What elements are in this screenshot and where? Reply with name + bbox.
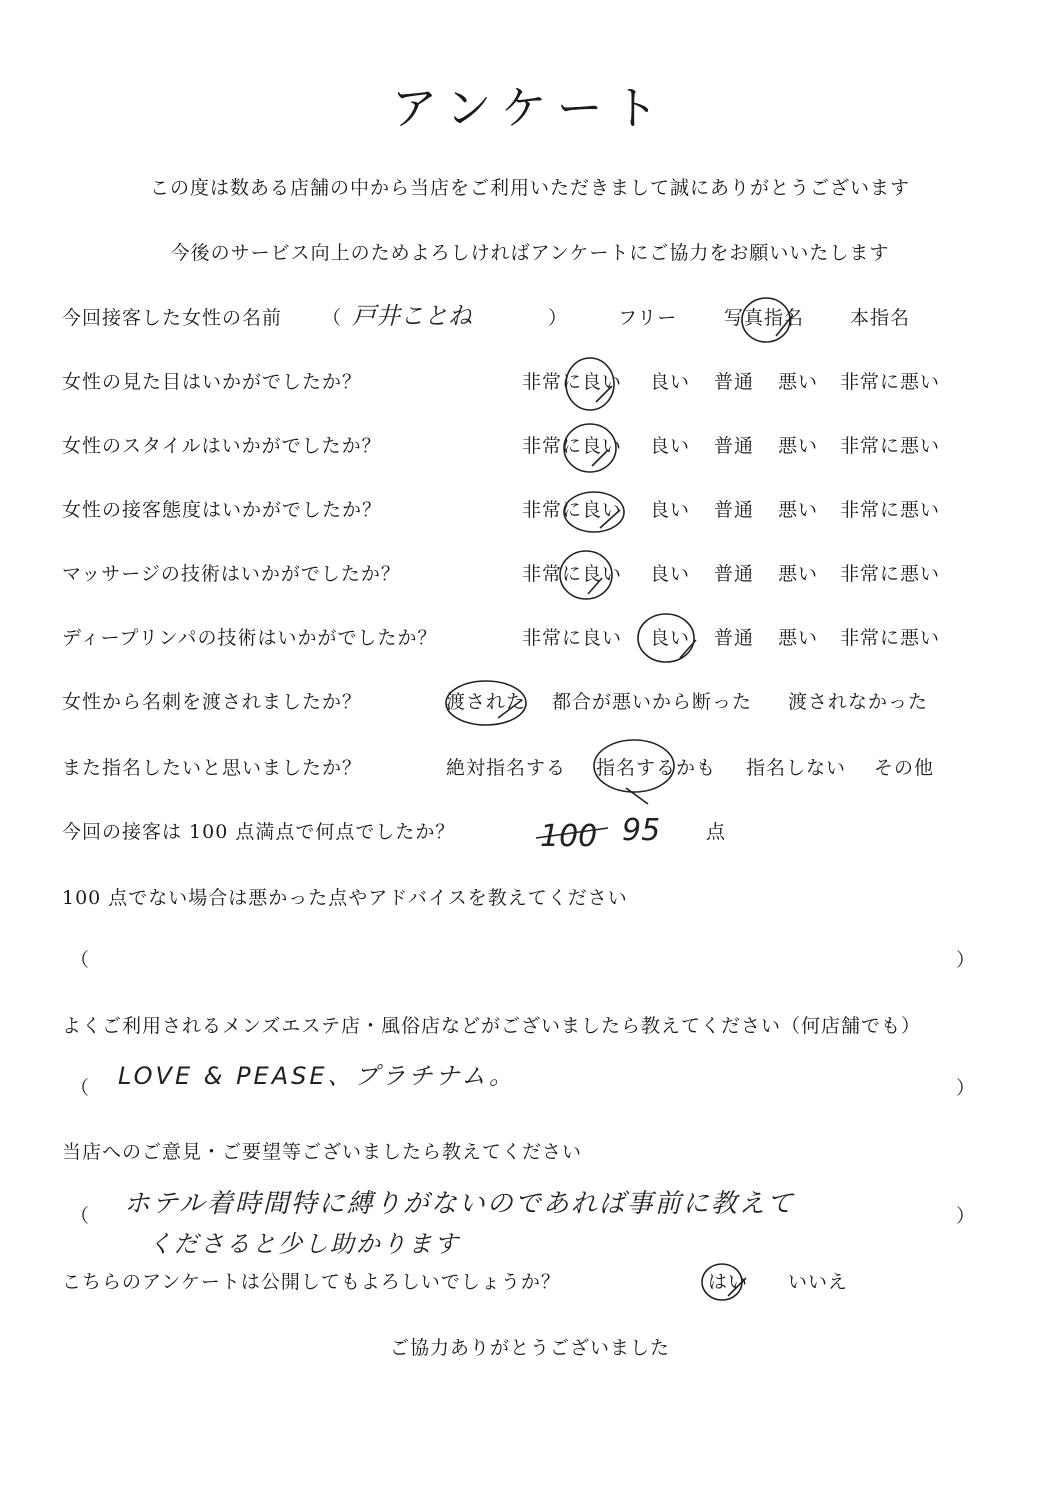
check-tail-q2 bbox=[592, 450, 608, 466]
option-no: 指名しない bbox=[746, 757, 847, 779]
option-photo-nomination: 写真指名 bbox=[724, 307, 805, 329]
other-shops-question-label: よくご利用されるメンズエステ店・風俗店などがございましたら教えてください（何店舗でも） bbox=[62, 1015, 922, 1037]
circle-mark-q2 bbox=[564, 424, 616, 472]
page-title: アンケート bbox=[391, 81, 669, 135]
closing-text: ご協力ありがとうございました bbox=[389, 1337, 670, 1359]
name-close-paren: ） bbox=[548, 307, 569, 329]
other-shops-close-paren: ） bbox=[956, 1077, 977, 1099]
name-open-paren: （ bbox=[322, 307, 343, 329]
option-very-bad: 非常に悪い bbox=[840, 435, 941, 457]
check-tail-q4 bbox=[588, 578, 602, 594]
advice-open-paren: （ bbox=[70, 949, 91, 971]
check-tail-q5 bbox=[680, 640, 696, 658]
option-normal: 普通 bbox=[714, 371, 755, 393]
handwritten-score: 95 bbox=[622, 813, 661, 848]
option-other: その他 bbox=[874, 757, 935, 779]
question-label: 女性の見た目はいかがでしたか？ bbox=[62, 371, 363, 393]
option-very-bad: 非常に悪い bbox=[840, 499, 941, 521]
option-bad: 悪い bbox=[778, 563, 819, 585]
option-good: 良い bbox=[650, 435, 691, 457]
opinion-question-label: 当店へのご意見・ご要望等ございましたら教えてください bbox=[62, 1141, 583, 1163]
option-normal: 普通 bbox=[714, 435, 755, 457]
option-very-bad: 非常に悪い bbox=[840, 371, 941, 393]
option-very-bad: 非常に悪い bbox=[840, 627, 941, 649]
circle-mark-q4 bbox=[560, 551, 612, 599]
question-label: 女性のスタイルはいかがでしたか？ bbox=[62, 435, 382, 457]
option-very-bad: 非常に悪い bbox=[840, 563, 941, 585]
option-very-good: 非常に良い bbox=[522, 499, 623, 521]
advice-question-label: 100 点でない場合は悪かった点やアドバイスを教えてください bbox=[62, 887, 628, 909]
option-definitely: 絶対指名する bbox=[446, 757, 567, 779]
other-shops-answer: LOVE & PEASE、プラチナム。 bbox=[118, 1062, 517, 1090]
option-maybe: 指名するかも bbox=[596, 757, 717, 779]
repeat-question-label: また指名したいと思いましたか？ bbox=[62, 757, 363, 779]
option-yes: はい bbox=[708, 1271, 749, 1293]
circle-mark-q5 bbox=[638, 614, 694, 662]
option-normal: 普通 bbox=[714, 627, 755, 649]
option-good: 良い bbox=[650, 371, 691, 393]
intro-line-1: この度は数ある店舗の中から当店をご利用いただきまして誠にありがとうございます bbox=[149, 177, 910, 199]
option-normal: 普通 bbox=[714, 563, 755, 585]
circle-mark-repeat bbox=[594, 740, 674, 792]
intro-line-2: 今後のサービス向上のためよろしければアンケートにご協力をお願いいたします bbox=[170, 242, 890, 264]
option-very-good: 非常に良い bbox=[522, 563, 623, 585]
option-received: 渡された bbox=[446, 691, 527, 713]
score-unit: 点 bbox=[706, 821, 727, 843]
option-good: 良い bbox=[650, 499, 691, 521]
option-not-received: 渡されなかった bbox=[788, 691, 929, 713]
option-bad: 悪い bbox=[778, 627, 819, 649]
option-free: フリー bbox=[618, 307, 678, 329]
score-question-label: 今回の接客は 100 点満点で何点でしたか？ bbox=[62, 821, 456, 843]
handwritten-struck-score: 100 bbox=[540, 819, 598, 854]
question-label: 女性の接客態度はいかがでしたか？ bbox=[62, 499, 383, 521]
option-very-good: 非常に良い bbox=[522, 435, 623, 457]
option-good: 良い bbox=[650, 627, 691, 649]
opinion-answer-line-1: ホテル着時間特に縛りがないのであれば事前に教えて bbox=[124, 1189, 795, 1219]
question-label: ディープリンパの技術はいかがでしたか？ bbox=[62, 627, 438, 649]
opinion-open-paren: （ bbox=[70, 1205, 91, 1227]
circle-mark-yes bbox=[702, 1264, 742, 1300]
circle-mark-q3 bbox=[564, 492, 624, 532]
circle-mark-q1 bbox=[566, 358, 614, 410]
other-shops-open-paren: （ bbox=[70, 1077, 91, 1099]
option-bad: 悪い bbox=[778, 499, 819, 521]
circle-mark-card bbox=[446, 681, 526, 725]
advice-close-paren: ） bbox=[956, 949, 977, 971]
option-good: 良い bbox=[650, 563, 691, 585]
option-bad: 悪い bbox=[778, 371, 819, 393]
opinion-close-paren: ） bbox=[956, 1205, 977, 1227]
handwritten-name: 戸井ことね bbox=[352, 302, 472, 330]
option-no-publish: いいえ bbox=[788, 1271, 849, 1293]
option-declined: 都合が悪いから断った bbox=[552, 691, 753, 713]
question-label: マッサージの技術はいかがでしたか？ bbox=[62, 563, 401, 585]
option-bad: 悪い bbox=[778, 435, 819, 457]
name-label: 今回接客した女性の名前 bbox=[62, 307, 283, 329]
card-question-label: 女性から名刺を渡されましたか？ bbox=[62, 691, 363, 713]
option-very-good: 非常に良い bbox=[522, 371, 623, 393]
opinion-answer-line-2: くださると少し助かります bbox=[148, 1230, 460, 1258]
publish-question-label: こちらのアンケートは公開してもよろしいでしょうか？ bbox=[62, 1271, 561, 1293]
option-very-good: 非常に良い bbox=[522, 627, 623, 649]
option-main-nomination: 本指名 bbox=[850, 307, 911, 329]
option-normal: 普通 bbox=[714, 499, 755, 521]
circle-mark-photo-nomination bbox=[742, 298, 790, 342]
strike-mark-score bbox=[536, 828, 608, 838]
